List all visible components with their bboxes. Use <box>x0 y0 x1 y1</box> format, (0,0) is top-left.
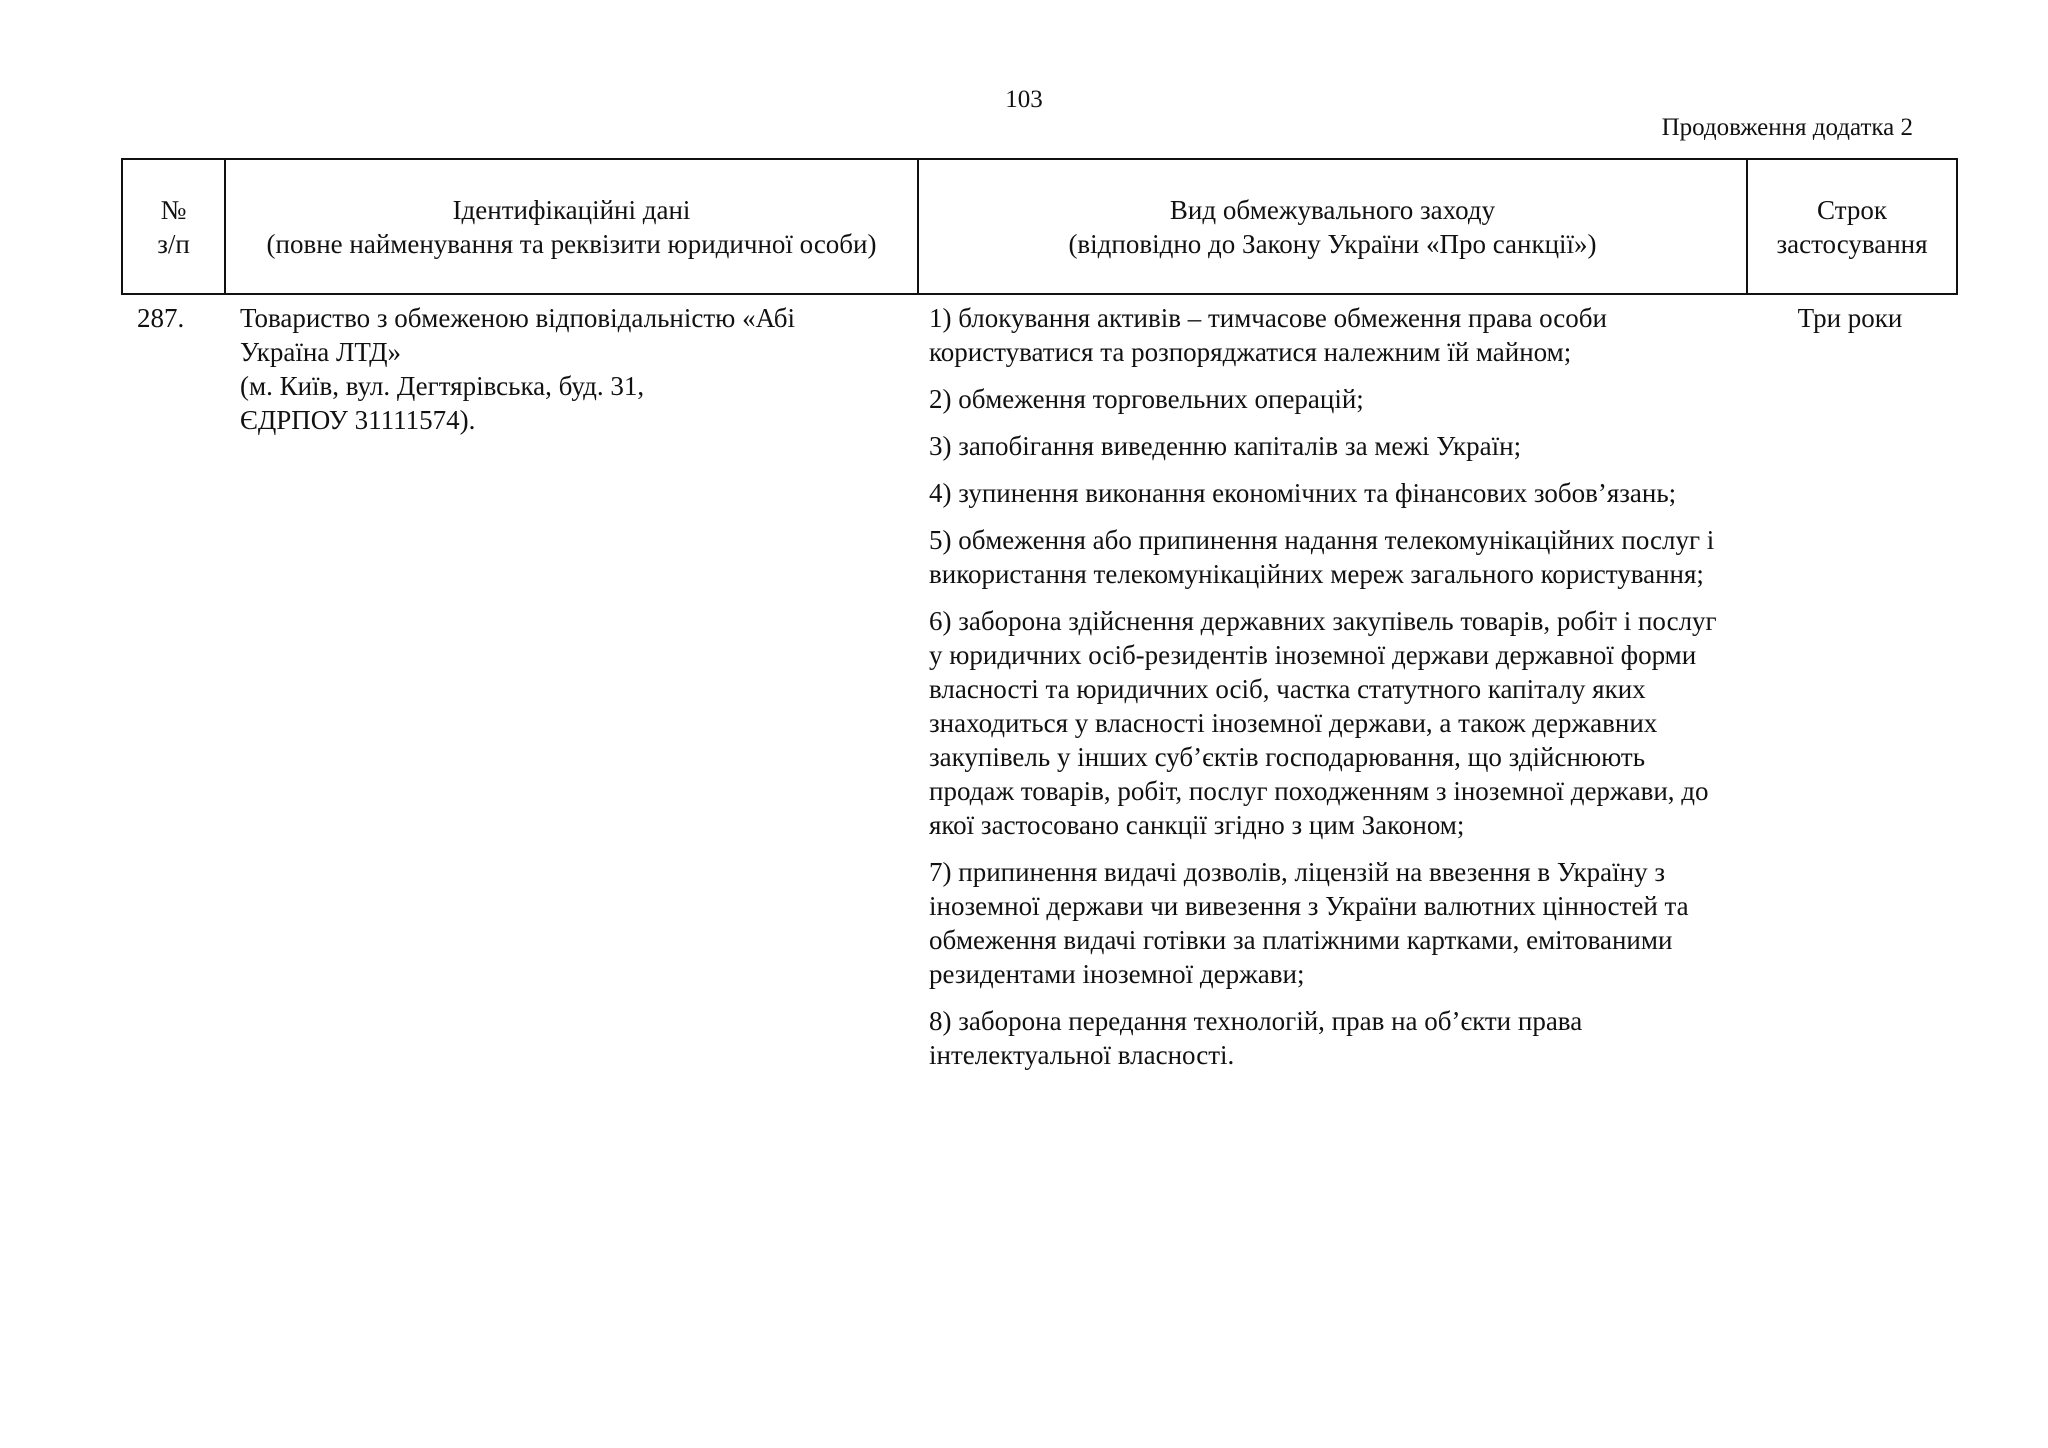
page-number: 103 <box>1005 86 1043 113</box>
header-number <box>123 160 226 293</box>
header-number-line1: № <box>160 194 187 225</box>
identification-line: (м. Київ, вул. Дегтярівська, буд. 31, <box>240 371 645 401</box>
header-measure-line1: Вид обмежувального заходу <box>1169 194 1496 225</box>
identification-line: Україна ЛТД» <box>240 337 402 367</box>
measure-item-8: 8) заборона передання технологій, прав на об’єкти права інтелектуальної власності. <box>929 1006 1583 1070</box>
row-number: 287. <box>137 303 185 333</box>
header-term-line1: Строк <box>1817 194 1887 225</box>
measure-item-1: 1) блокування активів – тимчасове обмеження права особи користуватися та розпоряджатися належним їй майном; <box>929 303 1607 367</box>
header-measure-line2: (відповідно до Закону України «Про санкції») <box>1068 228 1597 259</box>
measure-item-3: 3) запобігання виведенню капіталів за межі Україн; <box>929 431 1522 461</box>
header-identification <box>226 160 919 293</box>
sanctions-table <box>121 158 1958 1072</box>
table-row <box>121 295 1958 1072</box>
header-measure <box>919 160 1748 293</box>
measure-item-4: 4) зупинення виконання економічних та фінансових зобов’язань; <box>929 478 1677 508</box>
measure-item-7: 7) припинення видачі дозволів, ліцензій на ввезення в Україну з іноземної держави чи вивезення з України валютних цінностей та обмеження видачі готівки за платіжними картками, емітованими резидентами іноземної держави; <box>929 857 1689 989</box>
row-identification <box>224 295 917 1072</box>
header-term <box>1748 160 1956 293</box>
identification-line: ЄДРПОУ 31111574). <box>240 405 476 435</box>
identification-line: Товариство з обмеженою відповідальністю «Абі <box>240 303 795 333</box>
row-measures <box>917 295 1746 1072</box>
measure-item-5: 5) обмеження або припинення надання телекомунікаційних послуг і використання телекомунікаційних мереж загального користування; <box>929 525 1715 589</box>
table-header-row <box>121 158 1958 295</box>
header-identification-line1: Ідентифікаційні дані <box>452 194 691 225</box>
header-number-line2: з/п <box>157 228 190 259</box>
row-term: Три роки <box>1797 303 1903 333</box>
continuation-label: Продовження додатка 2 <box>1661 114 1913 141</box>
header-identification-line2: (повне найменування та реквізити юридичної особи) <box>266 228 877 259</box>
measure-item-6: 6) заборона здійснення державних закупівель товарів, робіт і послуг у юридичних осіб-резидентів іноземної держави державної форми власності та юридичних осіб, частка статутного капіталу яких знаходиться у власності іноземної держави, а також державних закупівель у інших суб’єктів господарювання, що здійснюють продаж товарів, робіт, послуг походженням з іноземної держави, до якої застосовано санкції згідно з цим Законом; <box>929 606 1717 840</box>
header-term-line2: застосування <box>1776 228 1928 259</box>
measure-item-2: 2) обмеження торговельних операцій; <box>929 384 1364 414</box>
